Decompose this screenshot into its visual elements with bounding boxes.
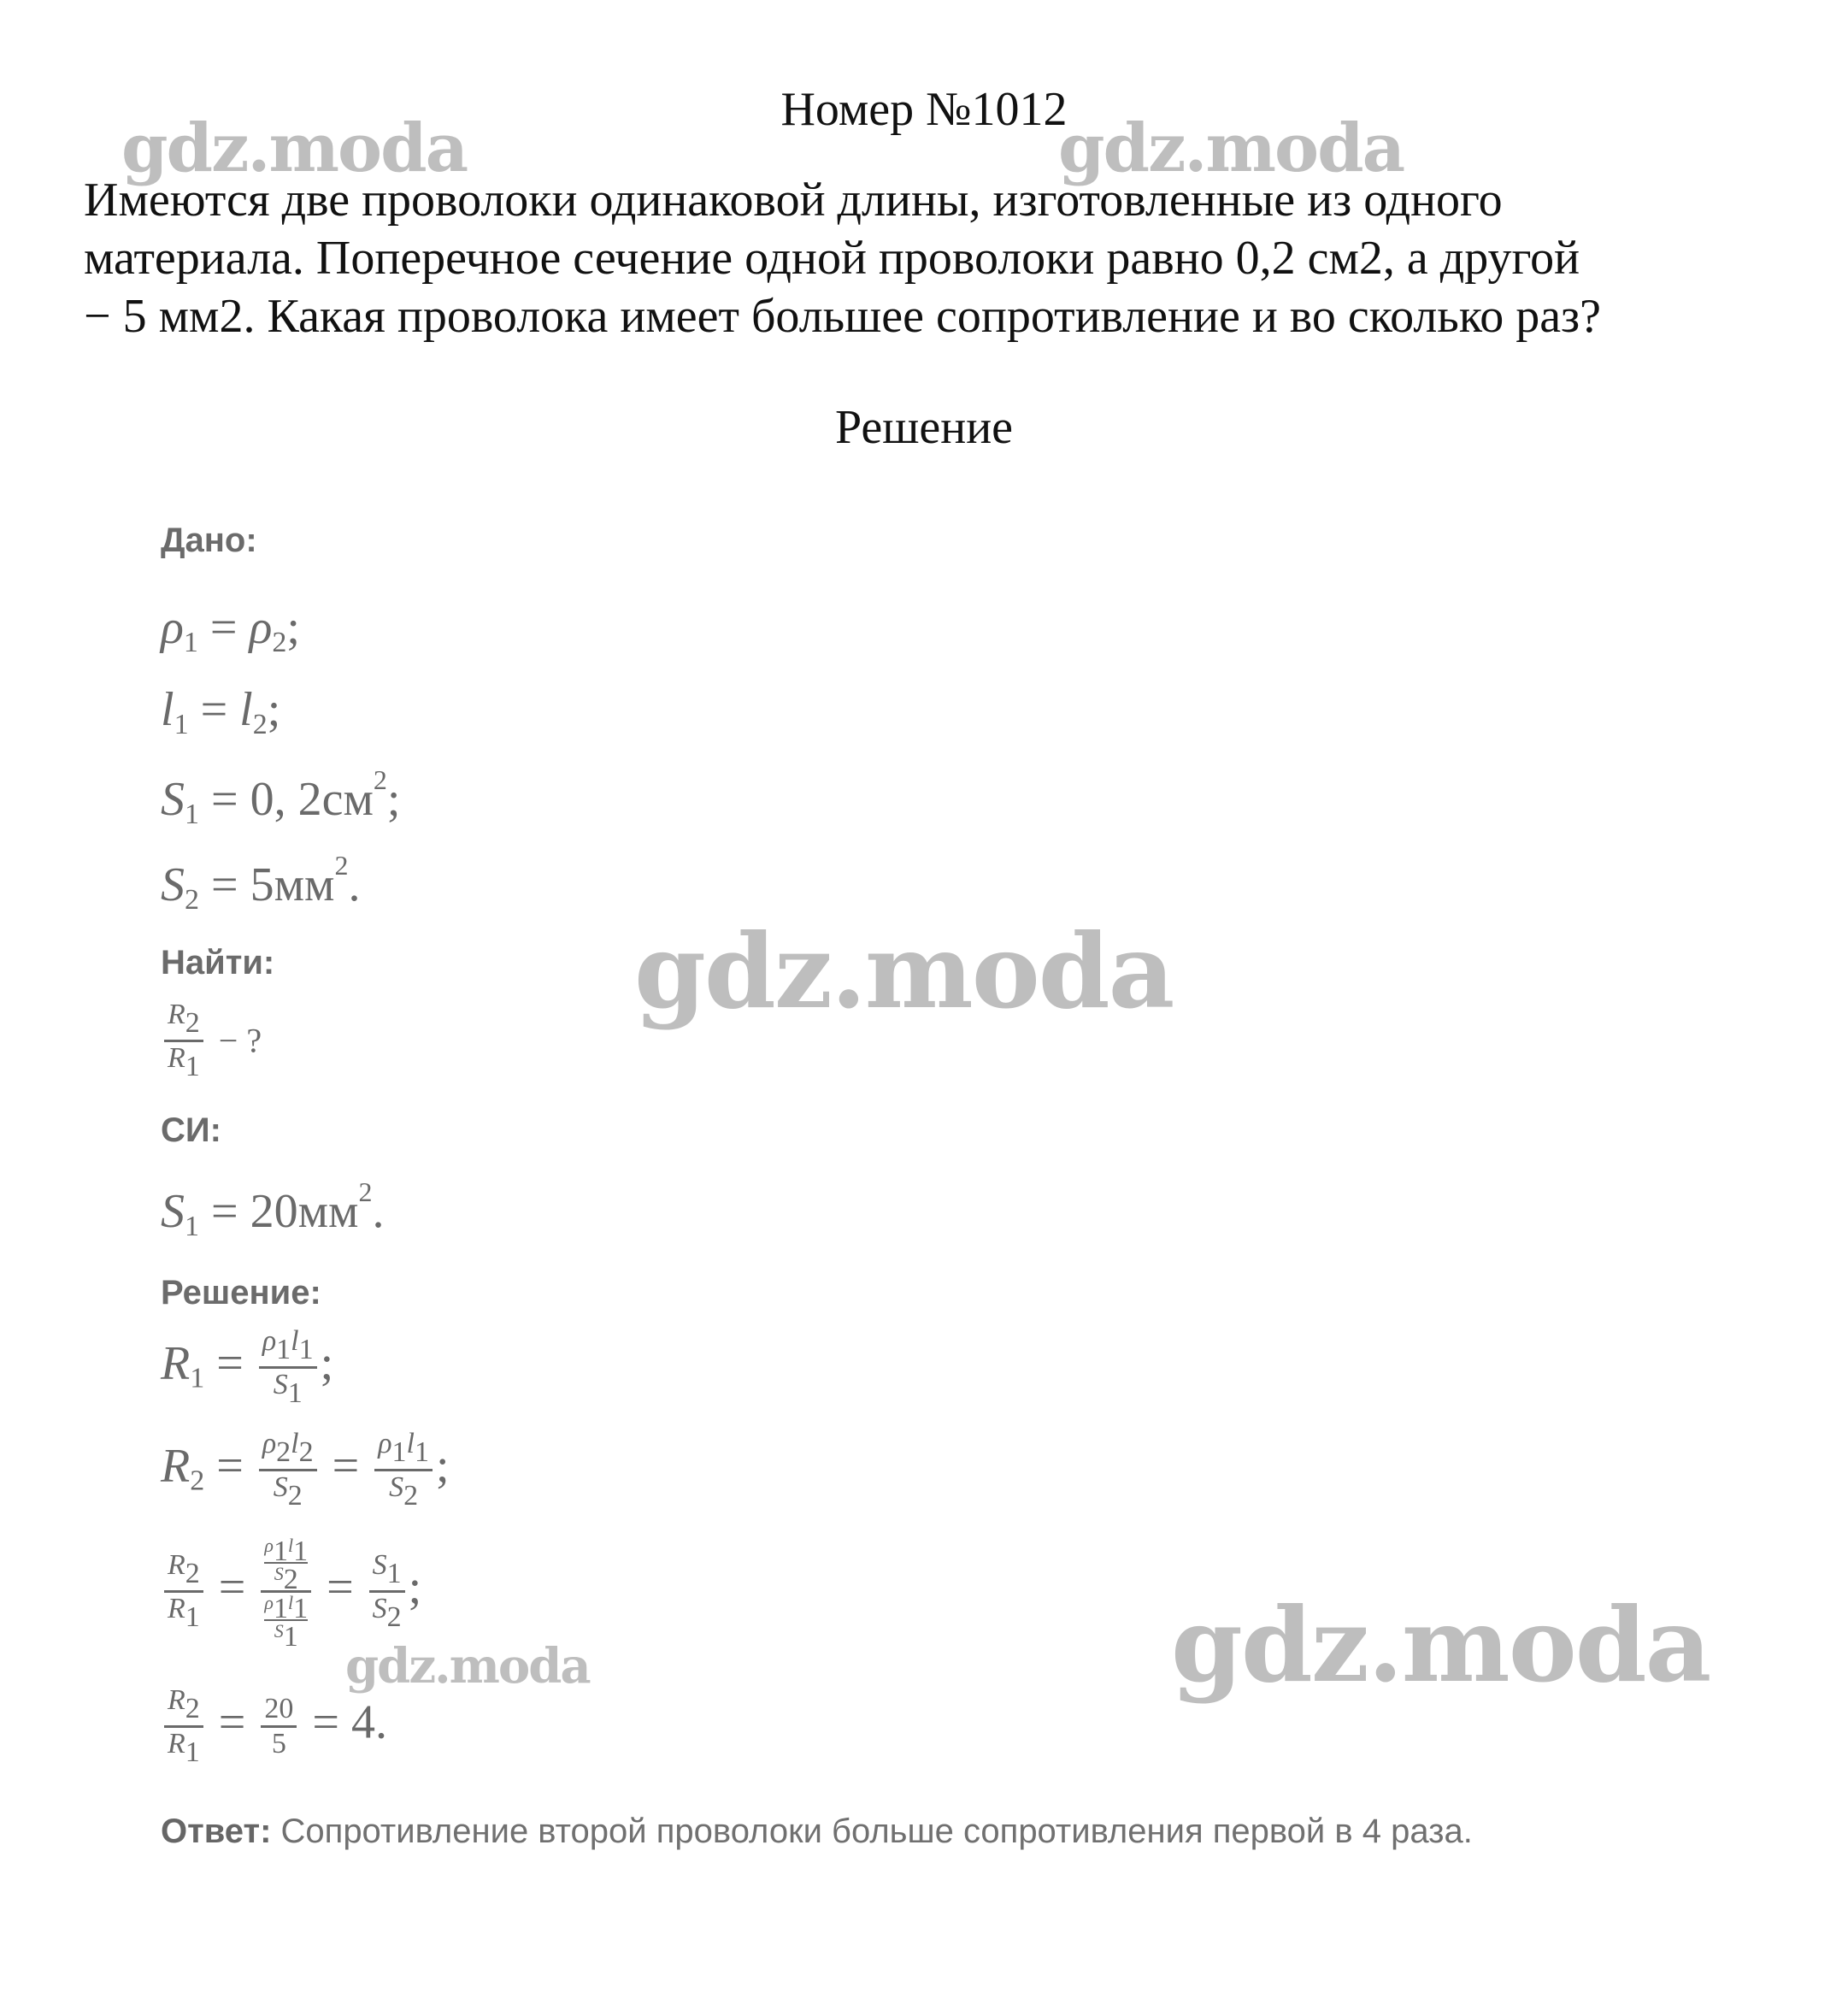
solution-label: Решение: [161, 1274, 321, 1312]
solution-heading: Решение [834, 401, 1014, 454]
watermark-top-left: gdz.moda [121, 109, 468, 187]
equation-r1: $R_1$ = $\frac{\rho_1l_1}{S_1}$ ; [161, 1325, 334, 1409]
problem-line: Имеются две проволоки одинаковой длины, изготовленные из одного [84, 174, 1503, 227]
watermark-small: gdz.moda [345, 1638, 590, 1695]
equation-result: $\frac{R_2}{R_1}$ = $\frac{20}{5}$ = 4. [161, 1684, 387, 1769]
watermark-top-right: gdz.moda [1058, 109, 1404, 187]
problem-line: материала. Поперечное сечение одной проволоки равно 0,2 см2, а другой [84, 232, 1580, 285]
answer [161, 1813, 1473, 1851]
find-label: Найти: [161, 944, 275, 981]
task-title: Номер №1012 [780, 83, 1068, 136]
equation-r2: $R_2$ = $\frac{\rho_2l_2}{S_2}$ = $\frac{\rho_1l_1}{S_2}$ ; [161, 1428, 450, 1512]
si-label: СИ: [161, 1111, 221, 1149]
equation-find: $\frac{R_2}{R_1}$ − ? [161, 999, 262, 1083]
equation-si-s1: $S_1 = 20мм^2$. [161, 1176, 385, 1242]
equation-ratio: $\frac{R_2}{R_1}$ = $\frac{\frac{\rho_1l_1}{S_2}}{\frac{\rho_1l_1}{S_1}}$ = $\frac{S_1}{S_2}$ ; [161, 1535, 421, 1647]
problem-line: − 5 мм2. Какая проволока имеет большее сопротивление и во сколько раз? [84, 290, 1602, 343]
given-label: Дано: [161, 522, 257, 559]
problem-statement [84, 171, 1802, 345]
equation-s2: $S_2 = 5мм^2$. [161, 850, 361, 916]
answer-label: Ответ: [161, 1813, 272, 1850]
equation-rho: $\rho_1 = \rho_2$; [161, 601, 300, 658]
answer-text: Сопротивление второй проволоки больше сопротивления первой в 4 раза. [271, 1813, 1473, 1850]
watermark-middle: gdz.moda [634, 911, 1174, 1032]
equation-length: $l_1 = l_2$; [161, 683, 281, 740]
equation-s1: $S_1 = 0$, $2см^2$; [161, 764, 401, 830]
watermark-bottom-right: gdz.moda [1171, 1585, 1710, 1706]
